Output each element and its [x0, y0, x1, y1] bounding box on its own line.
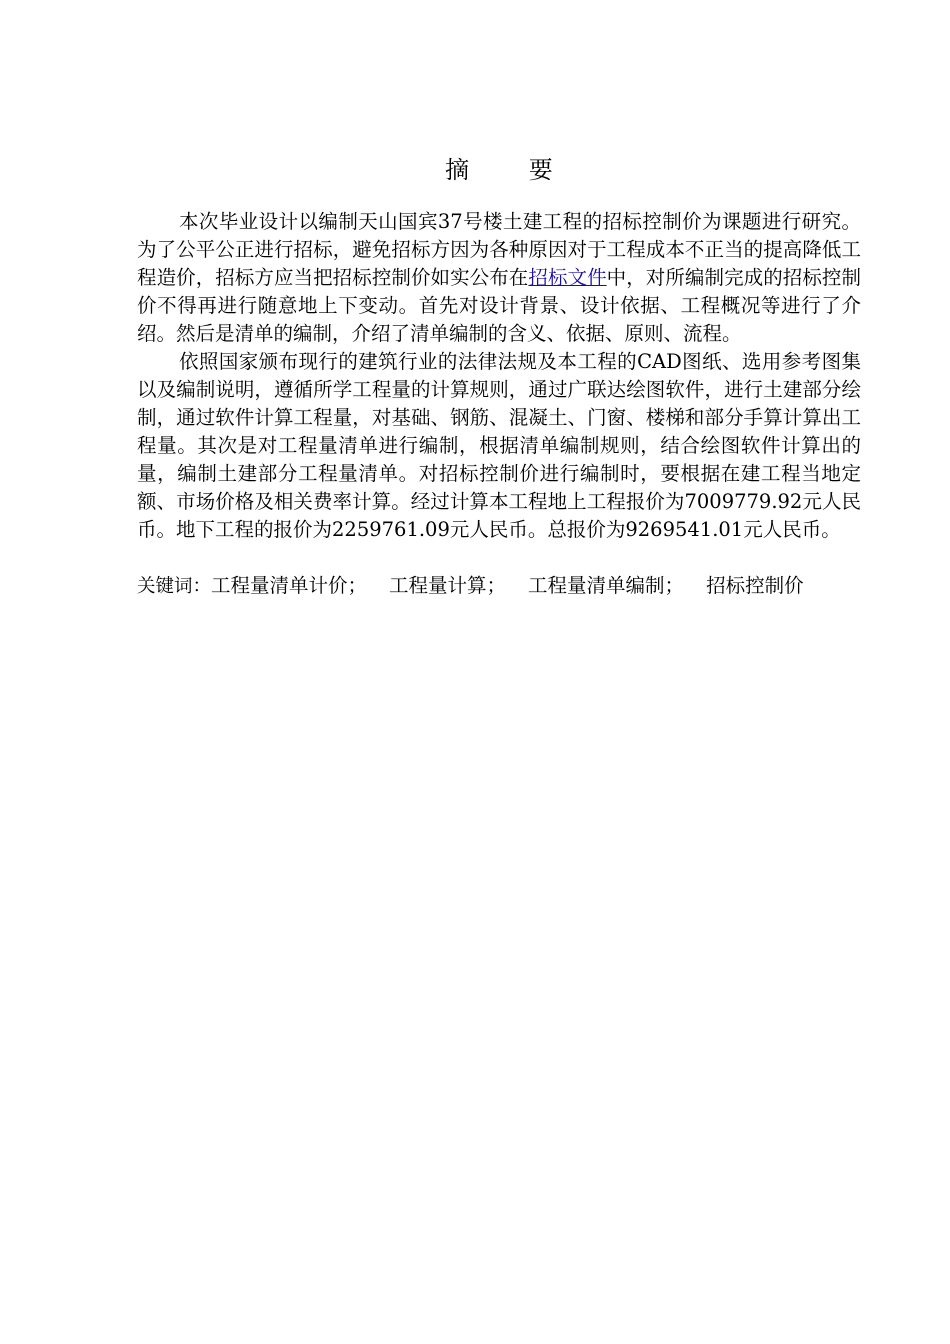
abstract-paragraph-1	[137, 208, 861, 348]
keyword-item: 招标控制价	[706, 574, 804, 597]
keyword-item: 工程量清单计价；	[211, 574, 368, 597]
keywords-label: 关键词：	[137, 576, 212, 597]
abstract-paragraph-2: 依照国家颁布现行的建筑行业的法律法规及本工程的CAD图纸、选用参考图集以及编制说明，遵循所学工程量的计算规则，通过广联达绘图软件，进行土建部分绘制，通过软件计算工程量，对基础、钢筋、混凝土、门窗、楼梯和部分手算计算出工程量。其次是对工程量清单进行编制，根据清单编制规则，结合绘图软件计算出的量，编制土建部分工程量清单。对招标控制价进行编制时，要根据在建工程当地定额、市场价格及相关费率计算。经过计算本工程地上工程报价为7009779.92元人民币。地下工程的报价为2259761.09元人民币。总报价为9269541.01元人民币。	[137, 350, 861, 541]
abstract-title: 摘 要	[445, 156, 579, 184]
paragraph-1-text-start: 本次毕业设计以编制天山国宾37号楼土建工程的招标控制价为课题进行研究。为了公平公正进行招标，避免招标方因为各种原因对于工程成本不正当的提高降低工程造价，招标方应当把招标控制价如实公布在	[137, 210, 861, 289]
bidding-document-link[interactable]: 招标文件	[528, 266, 607, 289]
keyword-item: 工程量清单编制；	[528, 574, 685, 597]
paragraph-1-text-end: 中，对所编制完成的招标控制价不得再进行随意地上下变动。首先对设计背景、设计依据、工程概况等进行了介绍。然后是清单的编制，介绍了清单编制的含义、依据、原则、流程。	[137, 266, 861, 345]
abstract-page	[137, 150, 861, 601]
keyword-item: 工程量计算；	[389, 574, 507, 597]
keywords-line	[137, 572, 861, 601]
